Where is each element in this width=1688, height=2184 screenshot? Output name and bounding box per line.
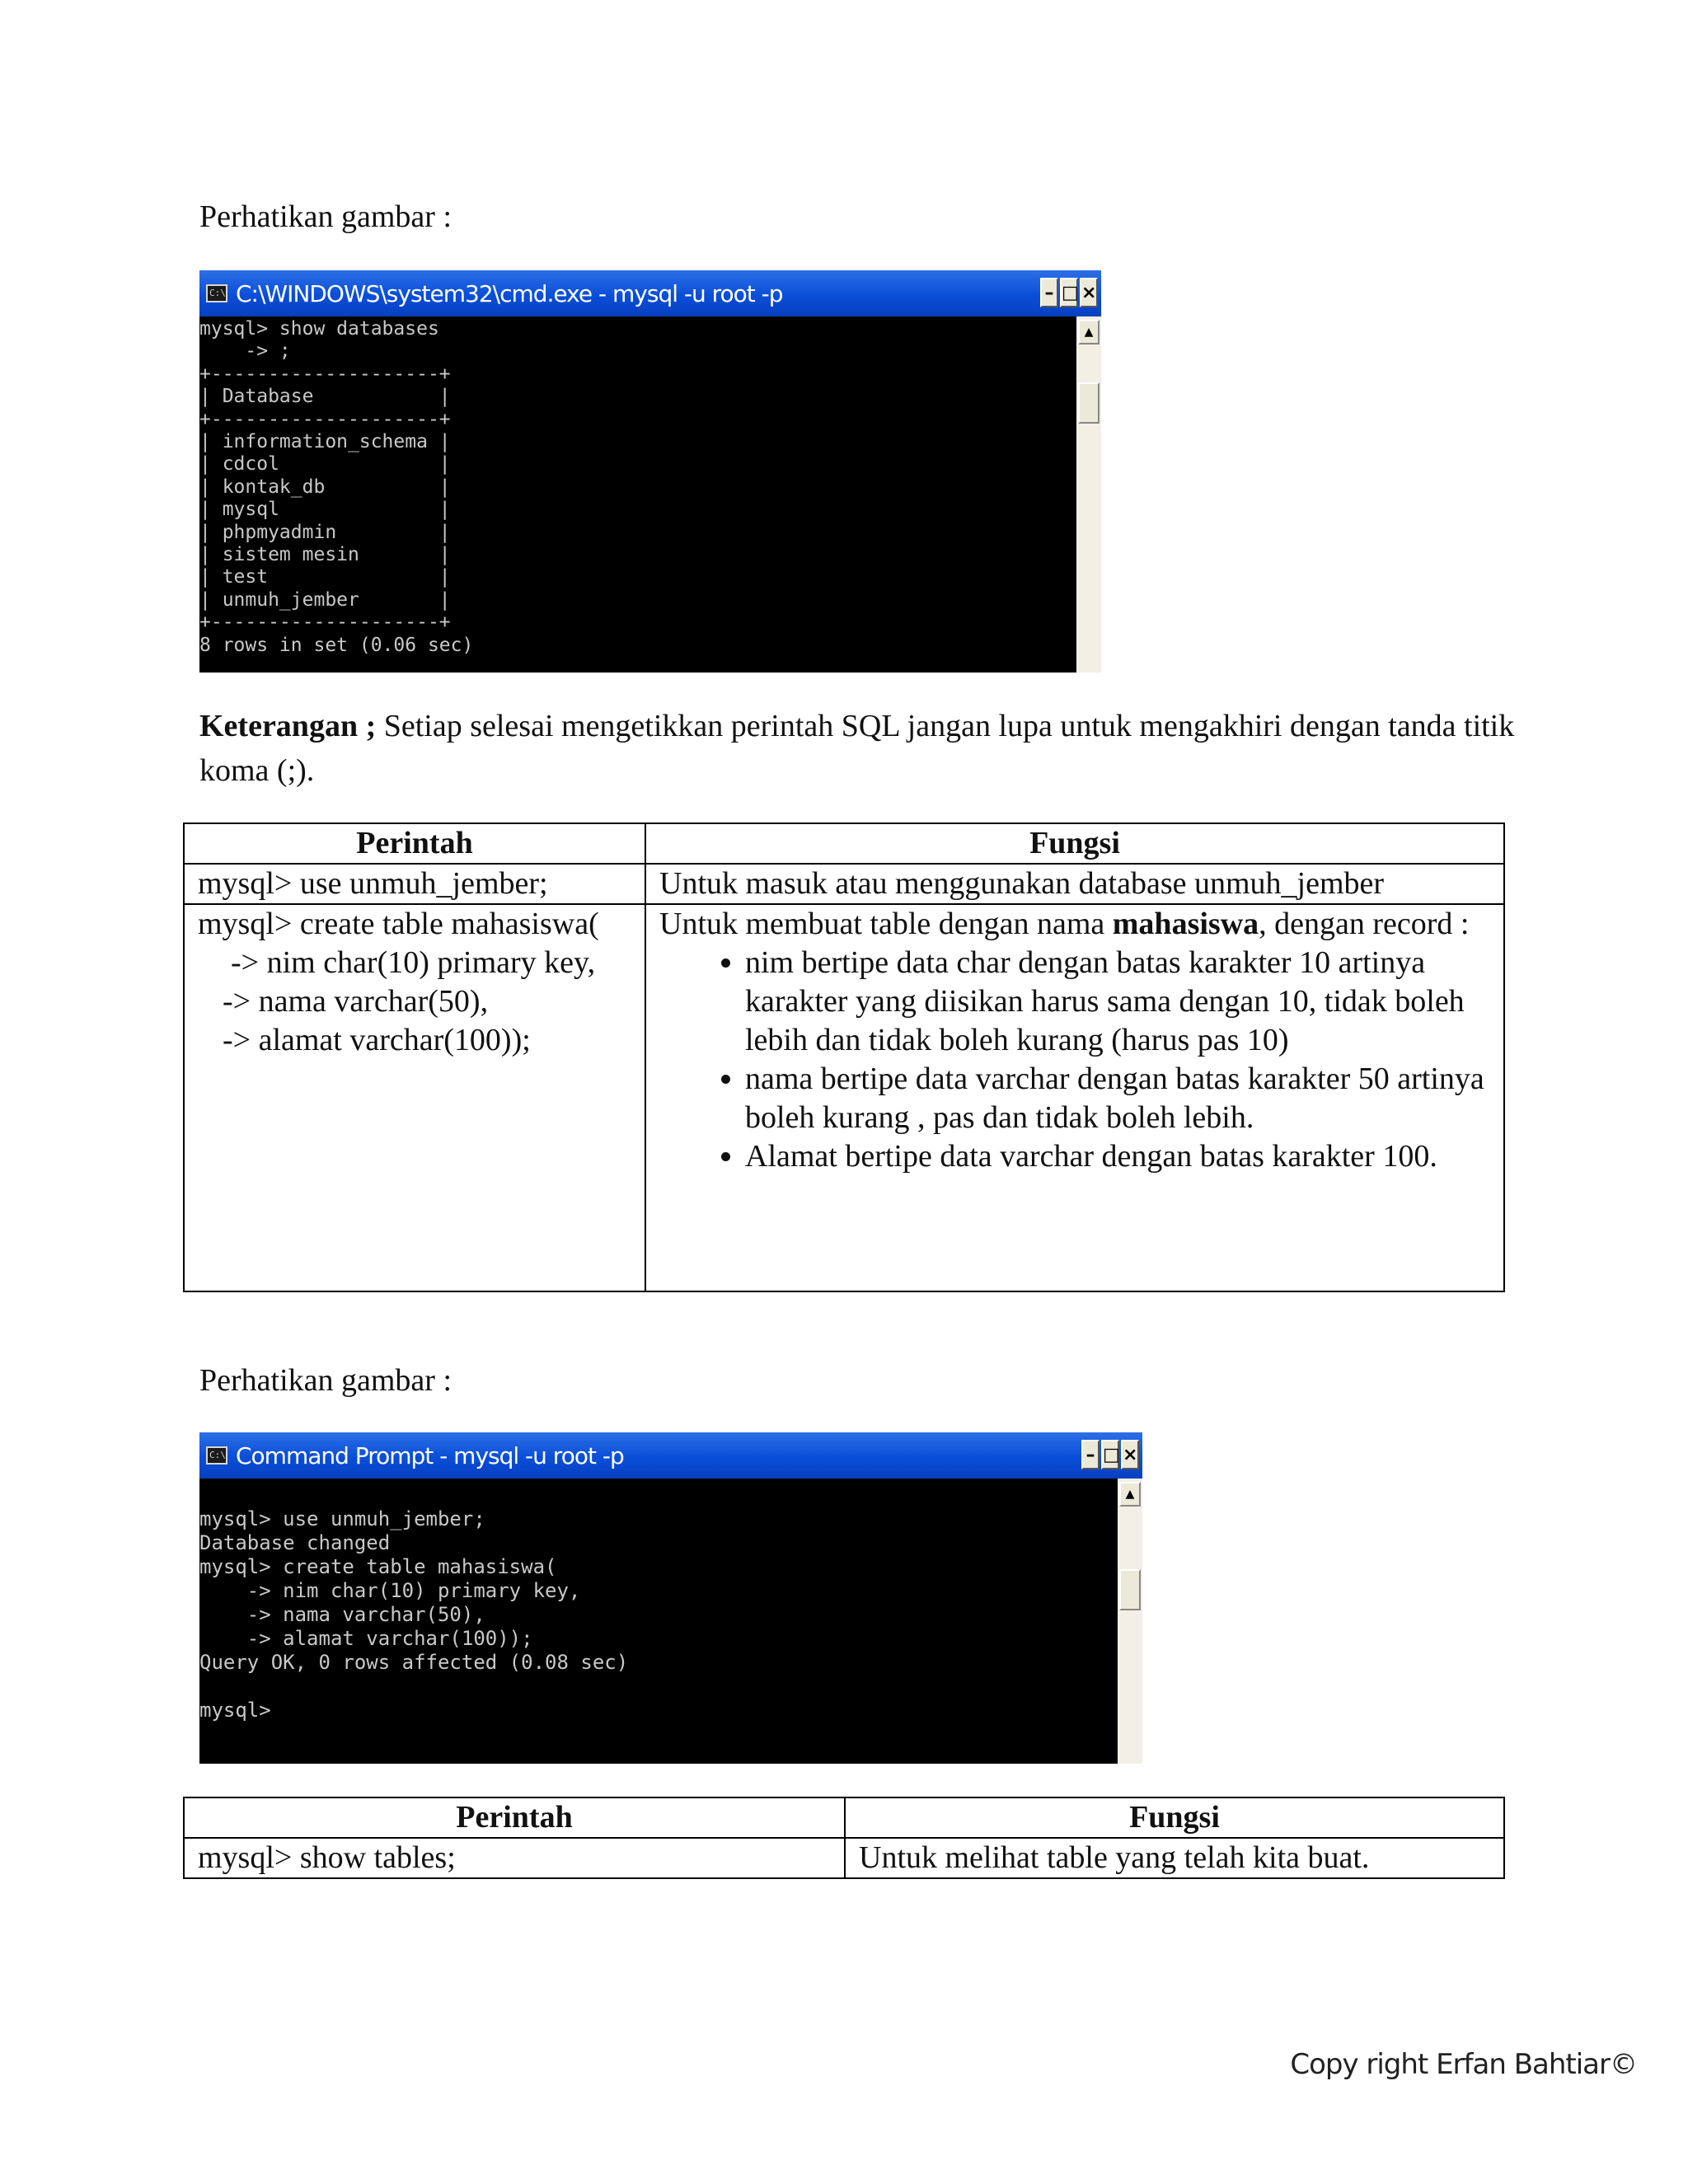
table-row [184, 1838, 1504, 1878]
command-line: -> nama varchar(50), [223, 984, 489, 1019]
table-header-row [184, 823, 1504, 864]
console-line: -> nim char(10) primary key, [246, 1579, 581, 1602]
console-line: -> alamat varchar(100)); [246, 1627, 533, 1650]
console-line: +--------------------+ [199, 612, 451, 634]
list-item: • Alamat bertipe data varchar dengan batas karakter 100. [745, 1137, 1490, 1176]
note-paragraph [199, 704, 1518, 793]
console-line: | phpmyadmin | [199, 521, 451, 543]
window-title: Command Prompt - mysql -u root -p [236, 1441, 624, 1469]
console-line: | kontak_db | [199, 476, 451, 498]
scrollbar[interactable] [1118, 1479, 1142, 1764]
scroll-up-arrow-icon[interactable]: ▲ [1119, 1482, 1141, 1507]
command-table-2 [183, 1797, 1505, 1879]
list-item: • nim bertipe data char dengan batas karakter 10 artinya karakter yang diisikan harus sama dengan 10, tidak boleh lebih dan tidak boleh kurang (harus pas 10) [745, 944, 1490, 1060]
scroll-thumb[interactable] [1119, 1569, 1141, 1610]
window-controls [1040, 278, 1098, 307]
console-line: | information_schema | [199, 431, 451, 453]
console-line: +--------------------+ [199, 363, 451, 385]
cmd-window-1 [199, 270, 1101, 673]
cmd-window-2 [199, 1432, 1142, 1764]
console-line: Query OK, 0 rows affected (0.08 sec) [199, 1651, 629, 1674]
note-label: Keterangan ; [199, 709, 377, 743]
function-cell: Untuk masuk atau menggunakan database unmuh_jember [645, 864, 1504, 904]
console-line: | sistem mesin | [199, 544, 451, 566]
console-line: mysql> [199, 1699, 271, 1722]
field-list [659, 944, 1490, 1176]
close-button[interactable]: × [1121, 1440, 1139, 1469]
console-line: -> ; [245, 340, 291, 363]
console-line: Database changed [199, 1531, 391, 1554]
cmd-icon: C:\ [206, 1446, 227, 1465]
scroll-up-arrow-icon[interactable]: ▲ [1078, 320, 1100, 344]
console-line: | unmuh_jember | [199, 588, 451, 611]
window-titlebar [199, 1432, 1142, 1479]
console-line: -> nama varchar(50), [246, 1603, 485, 1626]
command-cell [184, 904, 645, 1291]
header-fungsi: Fungsi [845, 1797, 1504, 1838]
console-line: mysql> create table mahasiswa( [199, 1555, 557, 1578]
close-button[interactable]: × [1080, 278, 1098, 307]
function-cell: Untuk melihat table yang telah kita buat. [845, 1838, 1504, 1878]
command-line: mysql> create table mahasiswa( [198, 907, 599, 941]
header-fungsi: Fungsi [645, 823, 1504, 864]
note-text: Setiap selesai mengetikkan perintah SQL jangan lupa untuk mengakhiri dengan tanda titik koma (;). [199, 709, 1515, 788]
maximize-button[interactable]: □ [1060, 278, 1078, 307]
console-line: | cdcol | [199, 453, 451, 476]
console-line: 8 rows in set (0.06 sec) [199, 634, 474, 656]
console-line: mysql> show databases [199, 318, 439, 340]
header-perintah: Perintah [184, 823, 645, 864]
window-title: C:\WINDOWS\system32\cmd.exe - mysql -u root -p [236, 279, 783, 307]
table-header-row [184, 1797, 1504, 1838]
intro-text-1: Perhatikan gambar : [199, 199, 452, 234]
console-line: mysql> use unmuh_jember; [199, 1507, 485, 1530]
command-cell: mysql> use unmuh_jember; [184, 864, 645, 904]
minimize-button[interactable]: – [1040, 278, 1058, 307]
window-controls [1081, 1440, 1139, 1469]
list-item: • nama bertipe data varchar dengan batas karakter 50 artinya boleh kurang , pas dan tidak boleh lebih. [745, 1060, 1490, 1137]
table-row [184, 864, 1504, 904]
intro-text-2: Perhatikan gambar : [199, 1363, 452, 1398]
command-line: -> nim char(10) primary key, [231, 945, 596, 980]
minimize-button[interactable]: – [1081, 1440, 1100, 1469]
copyright-footer: Copy right Erfan Bahtiar© [1290, 2048, 1637, 2081]
console-output [199, 316, 473, 673]
header-perintah: Perintah [184, 1797, 845, 1838]
scroll-thumb[interactable] [1078, 382, 1100, 424]
console-line: | Database | [199, 386, 451, 408]
console-line: | mysql | [199, 499, 451, 521]
console-line: | test | [199, 566, 451, 588]
command-table-1 [183, 823, 1505, 1292]
function-cell [645, 904, 1504, 1291]
command-cell: mysql> show tables; [184, 1838, 845, 1878]
scrollbar[interactable] [1076, 316, 1101, 673]
command-line: -> alamat varchar(100)); [223, 1023, 531, 1057]
window-titlebar [199, 270, 1101, 316]
function-intro: Untuk membuat table dengan nama mahasiswa, dengan record : [659, 907, 1470, 941]
cmd-icon: C:\ [206, 284, 227, 302]
console-output [199, 1479, 628, 1764]
console-line: +--------------------+ [199, 408, 451, 430]
table-name-bold: mahasiswa [1112, 907, 1259, 941]
table-row [184, 904, 1504, 1291]
maximize-button[interactable]: □ [1101, 1440, 1119, 1469]
